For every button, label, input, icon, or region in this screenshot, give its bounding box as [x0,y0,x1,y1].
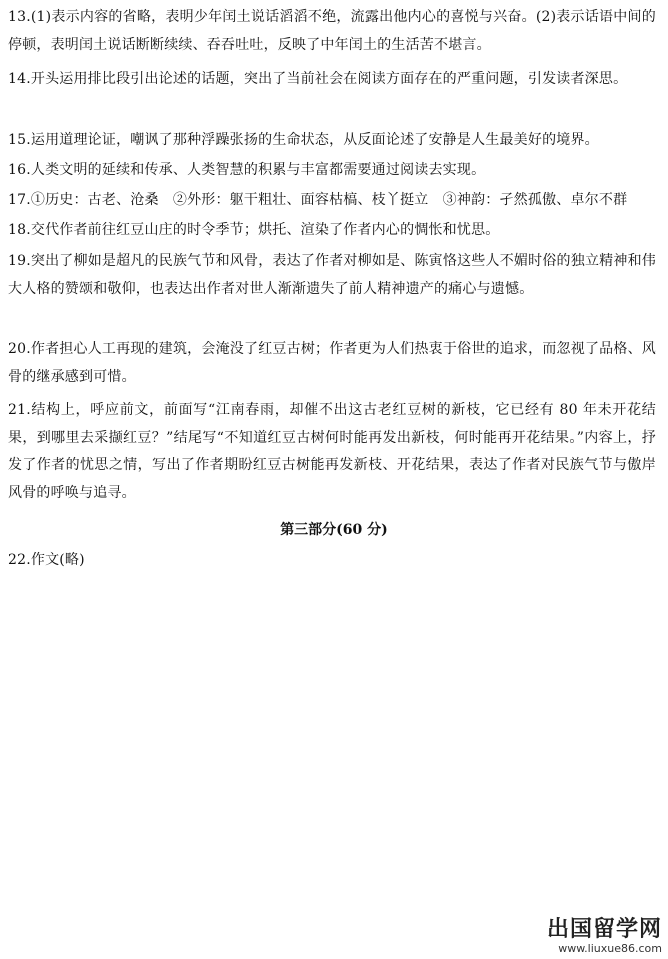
item-number: 18. [8,222,31,238]
answer-17 [8,187,656,215]
item-number: 16. [8,162,31,178]
section-title: 第三部分(60 分) [280,522,388,538]
item-text: (1)表示内容的省略，表明少年闰土说话滔滔不绝，流露出他内心的喜悦与兴奋。(2)表示话语中间的停顿，表明闰土说话断断续续、吞吞吐吐，反映了中年闰土的生活苦不堪言。 [8,9,656,53]
item-text: 运用道理论证，嘲讽了那种浮躁张扬的生命状态，从反面论述了安静是人生最美好的境界。 [30,132,599,148]
item-number: 21. [8,402,31,418]
answer-18 [8,217,656,245]
item-text: 突出了柳如是超凡的民族气节和风骨，表达了作者对柳如是、陈寅恪这些人不媚时俗的独立精神和伟大人格的赞颂和敬仰，也表达出作者对世人渐渐遗失了前人精神遗产的痛心与遗憾。 [8,253,656,297]
answer-21 [8,397,656,507]
answer-15 [8,127,656,155]
site-watermark [547,918,662,955]
item-text: 交代作者前往红豆山庄的时令季节；烘托、渲染了作者内心的惆怅和忧思。 [30,222,500,238]
item-number: 13. [8,9,31,25]
watermark-url: www.liuxue86.com [558,942,662,955]
answer-13 [8,4,656,59]
answer-14 [8,66,656,94]
item-number: 22. [8,552,31,568]
answer-20 [8,336,656,391]
item-text: 开头运用排比段引出论述的话题，突出了当前社会在阅读方面存在的严重问题，引发读者深思。 [30,71,628,87]
item-number: 17. [8,192,31,208]
answer-16 [8,157,656,185]
watermark-title: 出国留学网 [546,917,662,942]
item-number: 20. [8,341,31,357]
item-text: 作文(略) [30,552,85,568]
answer-19 [8,248,656,303]
item-text: ①历史：古老、沧桑 ②外形：躯干粗壮、面容枯槁、枝丫挺立 ③神韵：孑然孤傲、卓尔不群 [30,192,628,208]
item-text: 人类文明的延续和传承、人类智慧的积累与丰富都需要通过阅读去实现。 [30,162,486,178]
item-number: 14. [8,71,31,87]
item-number: 19. [8,253,31,269]
item-text: 结构上，呼应前文，前面写“江南春雨，却催不出这古老红豆树的新枝，它已经有 80 年未开花结果，到哪里去采撷红豆？”结尾写“不知道红豆古树何时能再发出新枝，何时能再开花结果。”内容上，抒发了作者的忧思之情，写出了作者期盼红豆古树能再发新枝、开花结果，表达了作者对民族气节与傲岸风骨的呼唤与追寻。 [8,402,656,501]
item-number: 15. [8,132,31,148]
item-text: 作者担心人工再现的建筑，会淹没了红豆古树；作者更为人们热衷于俗世的追求，而忽视了品格、风骨的继承感到可惜。 [8,341,656,385]
answer-22 [8,547,656,575]
